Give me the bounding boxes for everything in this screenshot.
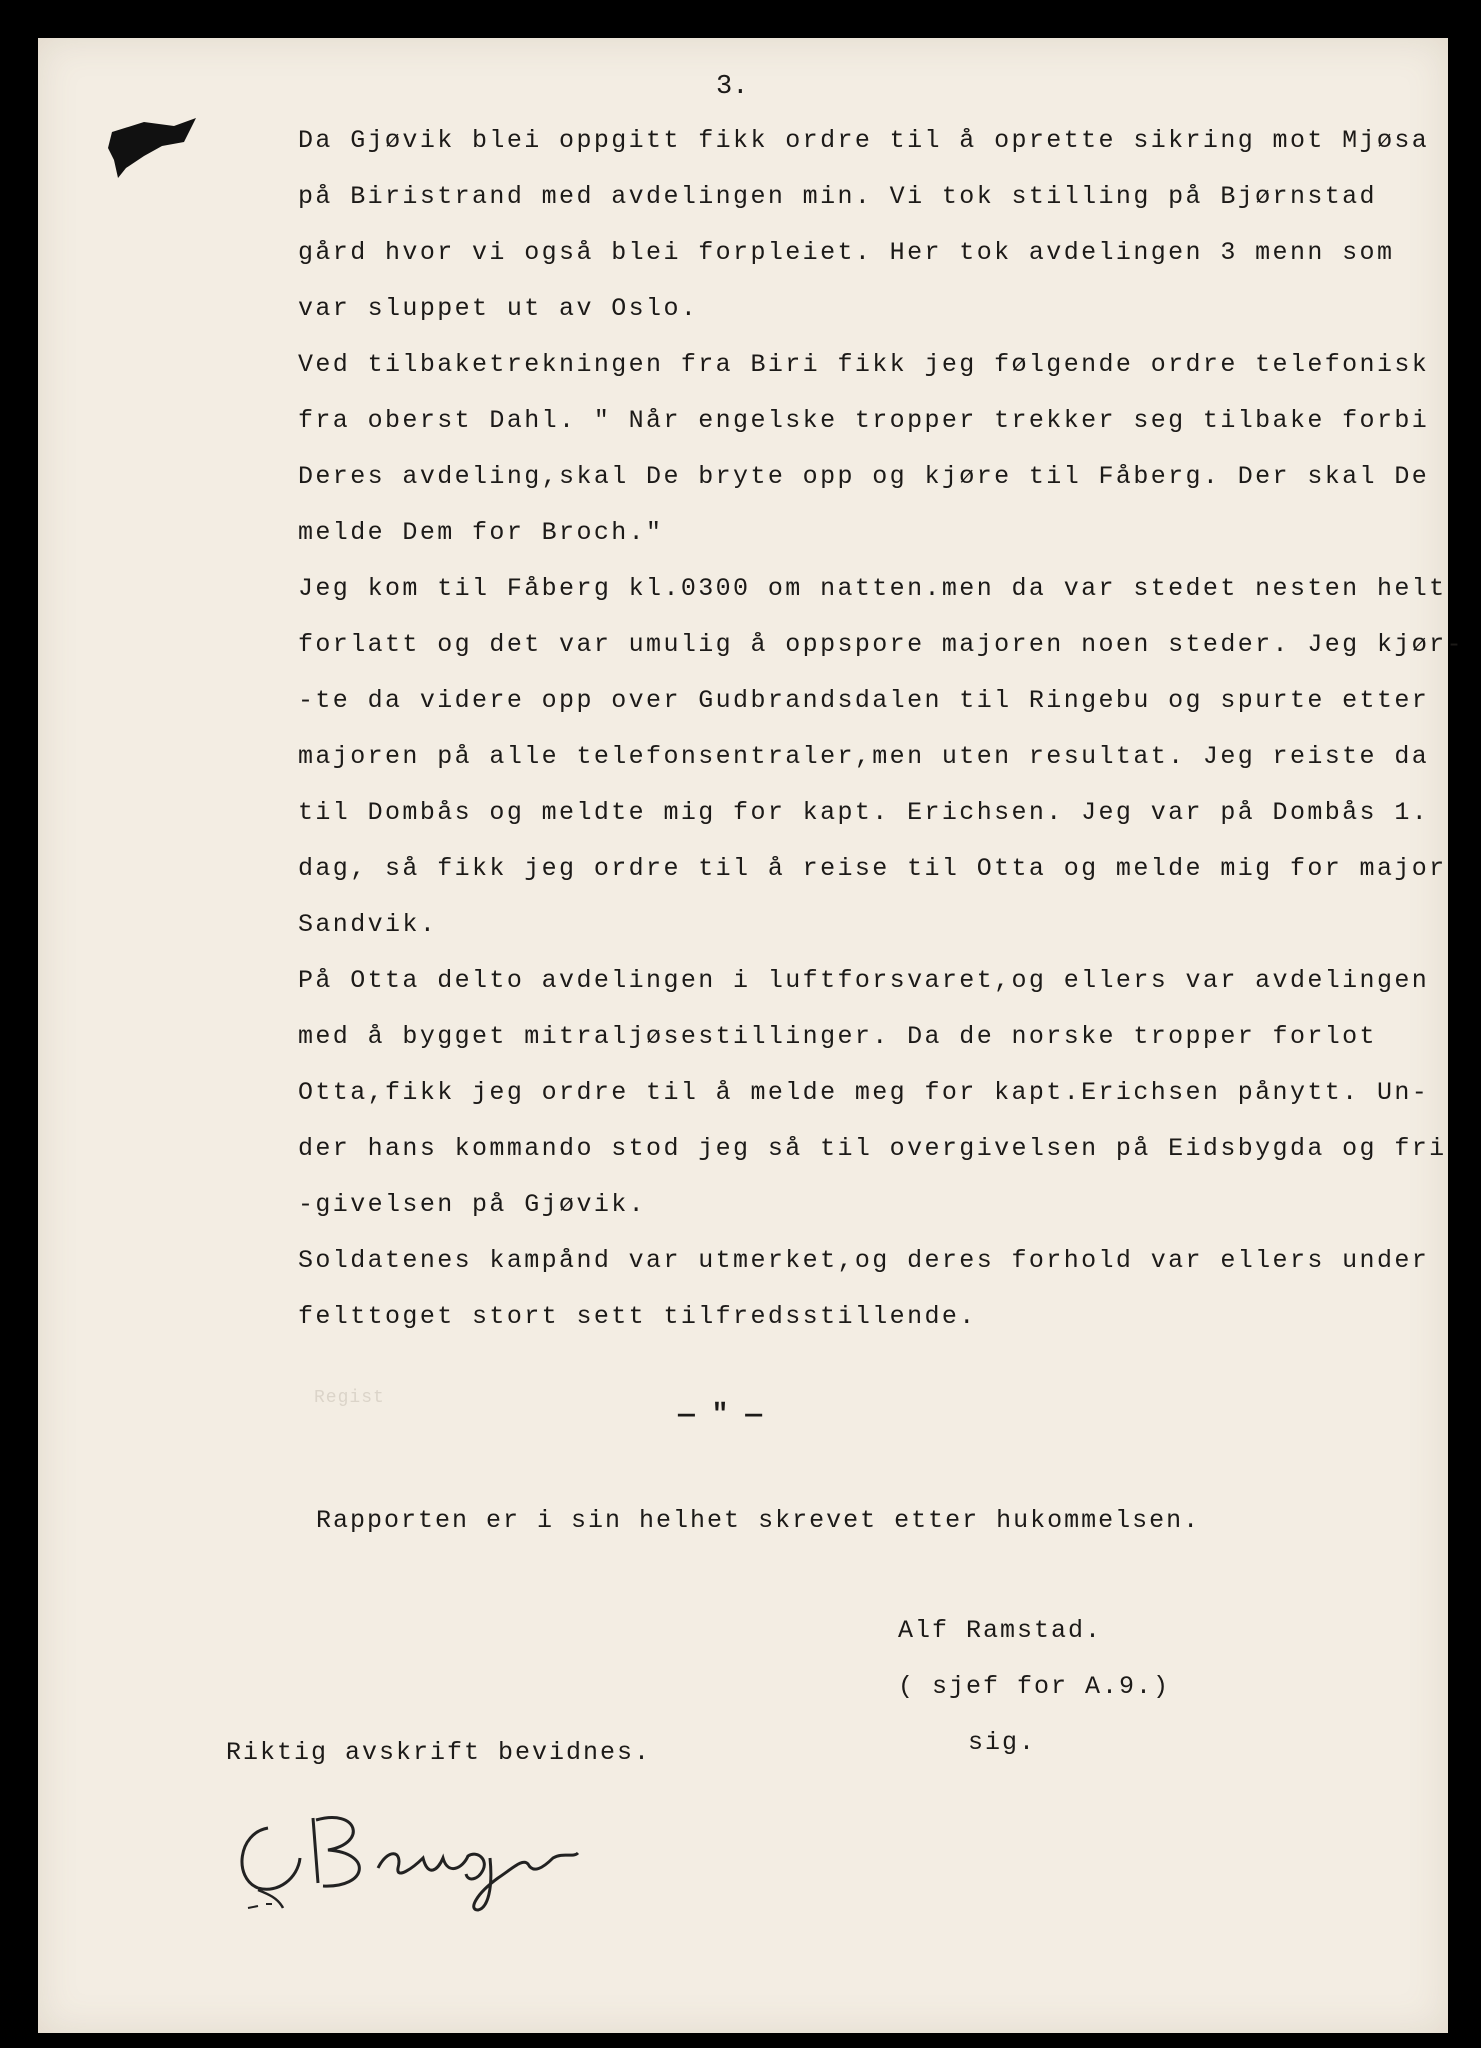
signatory-title: ( sjef for A.9.)	[898, 1672, 1171, 1701]
body-line: var sluppet ut av Oslo.	[298, 294, 699, 323]
body-line: melde Dem for Broch."	[298, 518, 664, 547]
handwritten-signature	[228, 1798, 658, 1918]
body-line: der hans kommando stod jeg så til overgivelsen på Eidsbygda og fri	[298, 1134, 1447, 1163]
body-line: felttoget stort sett tilfredsstillende.	[298, 1302, 977, 1331]
body-line: til Dombås og meldte mig for kapt. Erichsen. Jeg var på Dombås 1.	[298, 798, 1430, 827]
body-line: -te da videre opp over Gudbrandsdalen til Ringebu og spurte etter	[298, 686, 1430, 715]
body-line: -givelsen på Gjøvik.	[298, 1190, 647, 1219]
body-line: Da Gjøvik blei oppgitt fikk ordre til å oprette sikring mot Mjøsa	[298, 126, 1430, 155]
body-line: majoren på alle telefonsentraler,men uten resultat. Jeg reiste da	[298, 742, 1430, 771]
body-line: på Biristrand med avdelingen min. Vi tok stilling på Bjørnstad	[298, 182, 1377, 211]
body-line: forlatt og det var umulig å oppspore majoren noen steder. Jeg kjør-	[298, 630, 1464, 659]
faded-stamp: Regist	[314, 1388, 385, 1408]
ink-blot-mark	[104, 112, 204, 182]
closing-note: Rapporten er i sin helhet skrevet etter hukommelsen.	[316, 1506, 1201, 1535]
body-line: dag, så fikk jeg ordre til å reise til Otta og melde mig for major	[298, 854, 1447, 883]
document-page	[38, 38, 1464, 2033]
signatory-name: Alf Ramstad.	[898, 1616, 1103, 1645]
body-line: På Otta delto avdelingen i luftforsvaret,og ellers var avdelingen	[298, 966, 1430, 995]
body-line: Otta,fikk jeg ordre til å melde meg for kapt.Erichsen pånytt. Un-	[298, 1078, 1430, 1107]
body-line: Jeg kom til Fåberg kl.0300 om natten.men da var stedet nesten helt	[298, 574, 1447, 603]
body-line: Sandvik.	[298, 910, 438, 939]
page-number: 3.	[716, 72, 749, 102]
body-line: Deres avdeling,skal De bryte opp og kjøre til Fåberg. Der skal De	[298, 462, 1430, 491]
body-line: med å bygget mitraljøsestillinger. Da de norske tropper forlot	[298, 1022, 1377, 1051]
body-line: Soldatenes kampånd var utmerket,og deres forhold var ellers under	[298, 1246, 1430, 1275]
body-line: fra oberst Dahl. " Når engelske tropper trekker seg tilbake forbi	[298, 406, 1430, 435]
signatory-sig: sig.	[968, 1728, 1037, 1757]
certification-text: Riktig avskrift bevidnes.	[226, 1738, 652, 1767]
body-line: Ved tilbaketrekningen fra Biri fikk jeg følgende ordre telefonisk	[298, 350, 1430, 379]
body-line: gård hvor vi også blei forpleiet. Her tok avdelingen 3 menn som	[298, 238, 1395, 267]
section-separator: — " —	[678, 1400, 763, 1431]
